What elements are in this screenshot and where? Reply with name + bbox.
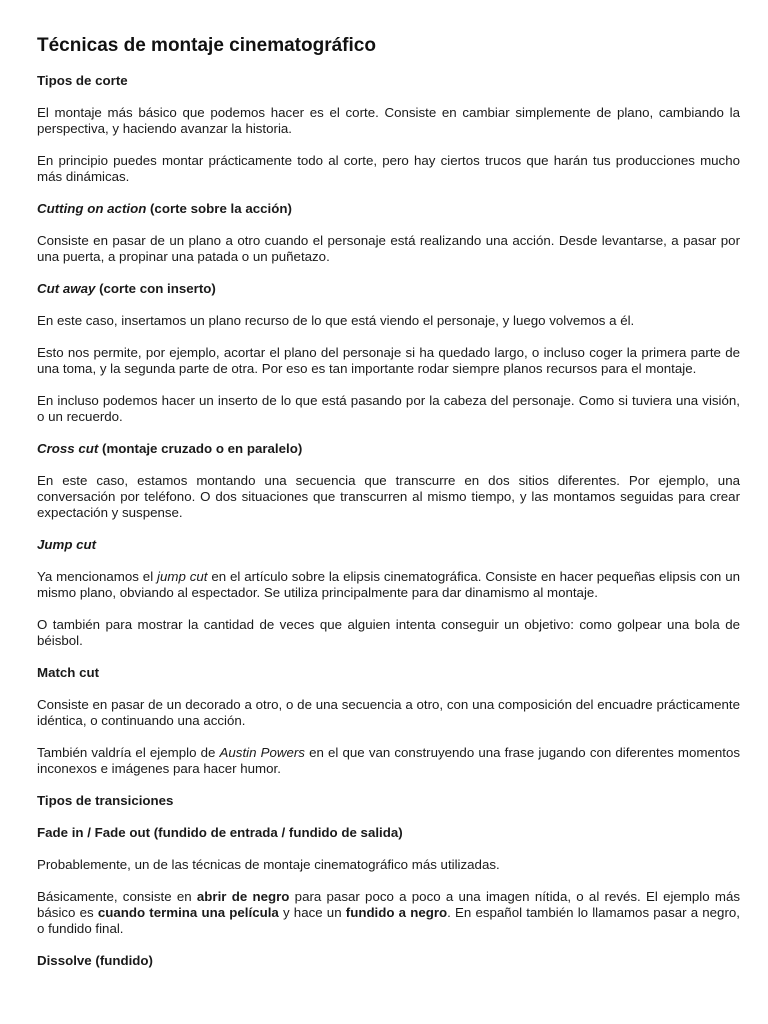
paragraph: Consiste en pasar de un decorado a otro, o de una secuencia a otro, con una composición del encuadre prácticamente idéntica, o continuando una acción. [37,697,740,728]
section-heading-tipos-transiciones: Tipos de transiciones [37,793,174,808]
text-run: Ya mencionamos el [37,569,158,584]
text-run: en el que van construyendo una frase jugando con diferentes momentos inconexos e imágenes para hacer humor. [37,745,740,776]
heading-italic-term: Cross cut [37,441,99,456]
paragraph: Probablemente, un de las técnicas de montaje cinematográfico más utilizadas. [37,857,500,872]
paragraph: Esto nos permite, por ejemplo, acortar el plano del personaje si ha quedado largo, o incluso coger la primera parte de una toma, y la segunda parte de otra. Por eso es tan importante rodar siempre planos recursos para el montaje. [37,345,740,376]
text-run: en el artículo sobre la elipsis cinematográfica. Consiste en hacer pequeñas elipsis con un mismo plano, obviando al espectador. Se utiliza principalmente para dar dinamismo al montaje. [37,569,740,600]
section-heading-jump-cut [37,537,740,553]
paragraph [37,569,740,601]
section-heading-tipos-corte: Tipos de corte [37,73,128,88]
paragraph: En principio puedes montar prácticamente todo al corte, pero hay ciertos trucos que harán tus producciones mucho más dinámicas. [37,153,740,184]
bold-term: fundido a negro [345,905,448,920]
section-heading-cut-away [37,281,740,297]
paragraph: El montaje más básico que podemos hacer es el corte. Consiste en cambiar simplemente de plano, cambiando la perspectiva, y haciendo avanzar la historia. [37,105,740,136]
heading-translation: (montaje cruzado o en paralelo) [98,441,303,456]
heading-translation: (corte con inserto) [95,281,216,296]
paragraph: En este caso, estamos montando una secuencia que transcurre en dos sitios diferentes. Por ejemplo, una conversación por teléfono. O dos situaciones que transcurren al mismo tiempo, y las montamos seguidas para crear expectación y suspense. [37,473,740,520]
section-heading-match-cut: Match cut [37,665,100,680]
paragraph: Consiste en pasar de un plano a otro cuando el personaje está realizando una acción. Desde levantarse, a pasar por una puerta, a propinar una patada o un puñetazo. [37,233,740,264]
text-run: Básicamente, consiste en [37,889,197,904]
text-run: para pasar poco a poco a una imagen nítida, o al revés. El ejemplo más básico es [37,889,741,920]
bold-term: cuando termina una película [97,905,279,920]
page-title: Técnicas de montaje cinematográfico [37,35,376,56]
section-heading-dissolve: Dissolve (fundido) [37,953,153,968]
heading-italic-term: Jump cut [37,537,97,552]
paragraph [37,889,740,937]
heading-italic-term: Cut away [37,281,96,296]
section-heading-cutting-on-action [37,201,740,217]
heading-translation: (corte sobre la acción) [146,201,292,216]
paragraph: En incluso podemos hacer un inserto de lo que está pasando por la cabeza del personaje. Como si tuviera una visión, o un recuerdo. [37,393,740,424]
text-run: . En español también lo llamamos pasar a negro, o fundido final. [37,905,740,936]
text-run: y hace un [278,905,346,920]
text-run: También valdría el ejemplo de [37,745,220,760]
paragraph: O también para mostrar la cantidad de veces que alguien intenta conseguir un objetivo: como golpear una bola de béisbol. [37,617,740,648]
paragraph: En este caso, insertamos un plano recurso de lo que está viendo el personaje, y luego volvemos a él. [37,313,635,328]
bold-term: abrir de negro [196,889,290,904]
section-heading-fade: Fade in / Fade out (fundido de entrada / fundido de salida) [37,825,403,840]
heading-italic-term: Cutting on action [37,201,147,216]
italic-term: jump cut [157,569,208,584]
paragraph [37,745,740,777]
italic-term: Austin Powers [219,745,305,760]
section-heading-cross-cut [37,441,740,457]
